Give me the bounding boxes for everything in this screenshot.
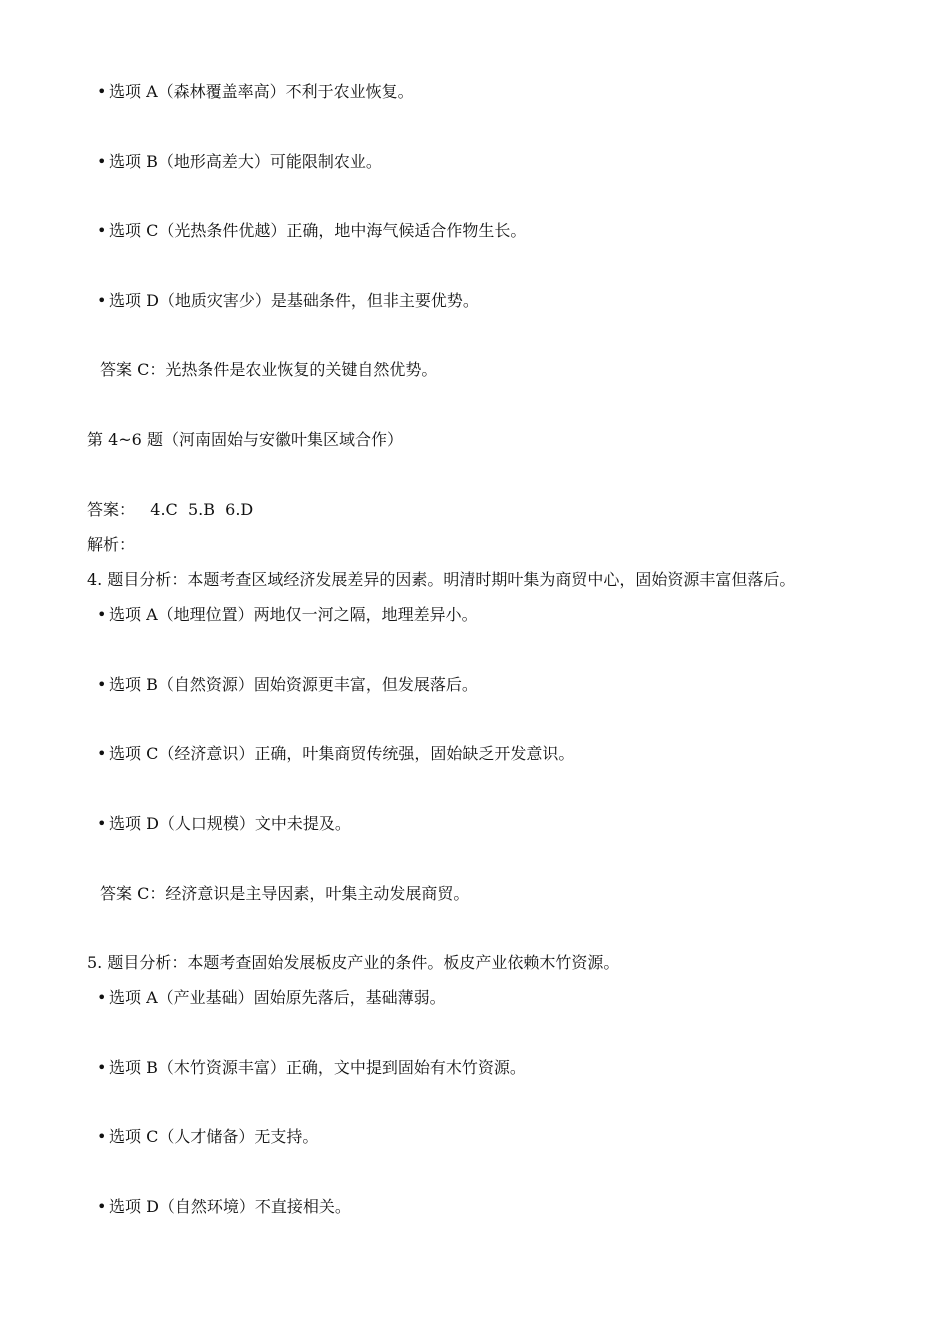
option-text: 选项 C（经济意识）正确，叶集商贸传统强，固始缺乏开发意识。 bbox=[109, 744, 575, 763]
bullet-icon: • bbox=[97, 988, 107, 1007]
bullet-icon: • bbox=[97, 1058, 107, 1077]
question-intro: 5. 题目分析：本题考查固始发展板皮产业的条件。板皮产业依赖木竹资源。 bbox=[87, 953, 620, 972]
question-intro: 4. 题目分析：本题考查区域经济发展差异的因素。明清时期叶集为商贸中心，固始资源丰富但落后。 bbox=[87, 570, 796, 589]
option-text: 选项 D（人口规模）文中未提及。 bbox=[109, 814, 351, 833]
list-item bbox=[97, 82, 414, 102]
list-item bbox=[97, 1058, 526, 1078]
question-heading: 第 4~6 题（河南固始与安徽叶集区域合作） bbox=[87, 430, 403, 449]
bullet-icon: • bbox=[97, 152, 107, 171]
bullet-icon: • bbox=[97, 744, 107, 763]
bullet-icon: • bbox=[97, 291, 107, 310]
option-text: 选项 D（自然环境）不直接相关。 bbox=[109, 1197, 351, 1216]
bullet-icon: • bbox=[97, 814, 107, 833]
answer-line: 答案 C：经济意识是主导因素，叶集主动发展商贸。 bbox=[100, 884, 470, 903]
list-item bbox=[97, 814, 351, 834]
list-item bbox=[97, 744, 574, 764]
list-item bbox=[97, 152, 382, 172]
list-item bbox=[97, 605, 478, 625]
option-text: 选项 D（地质灾害少）是基础条件，但非主要优势。 bbox=[109, 291, 479, 310]
list-item bbox=[97, 1197, 351, 1217]
bullet-icon: • bbox=[97, 82, 107, 101]
option-text: 选项 C（光热条件优越）正确，地中海气候适合作物生长。 bbox=[109, 221, 527, 240]
list-item bbox=[97, 988, 446, 1008]
answer-line: 答案 C：光热条件是农业恢复的关键自然优势。 bbox=[100, 360, 438, 379]
bullet-icon: • bbox=[97, 221, 107, 240]
bullet-icon: • bbox=[97, 1197, 107, 1216]
option-text: 选项 B（木竹资源丰富）正确，文中提到固始有木竹资源。 bbox=[109, 1058, 526, 1077]
answer-summary: 答案： 4.C 5.B 6.D bbox=[87, 500, 254, 519]
option-text: 选项 B（自然资源）固始资源更丰富，但发展落后。 bbox=[109, 675, 478, 694]
list-item bbox=[97, 1127, 318, 1147]
option-text: 选项 C（人才储备）无支持。 bbox=[109, 1127, 319, 1146]
option-text: 选项 A（产业基础）固始原先落后，基础薄弱。 bbox=[109, 988, 446, 1007]
option-text: 选项 A（森林覆盖率高）不利于农业恢复。 bbox=[109, 82, 414, 101]
analysis-label: 解析： bbox=[87, 535, 136, 554]
option-text: 选项 A（地理位置）两地仅一河之隔，地理差异小。 bbox=[109, 605, 478, 624]
option-text: 选项 B（地形高差大）可能限制农业。 bbox=[109, 152, 382, 171]
list-item bbox=[97, 291, 479, 311]
bullet-icon: • bbox=[97, 1127, 107, 1146]
bullet-icon: • bbox=[97, 605, 107, 624]
list-item bbox=[97, 675, 478, 695]
list-item bbox=[97, 221, 526, 241]
bullet-icon: • bbox=[97, 675, 107, 694]
